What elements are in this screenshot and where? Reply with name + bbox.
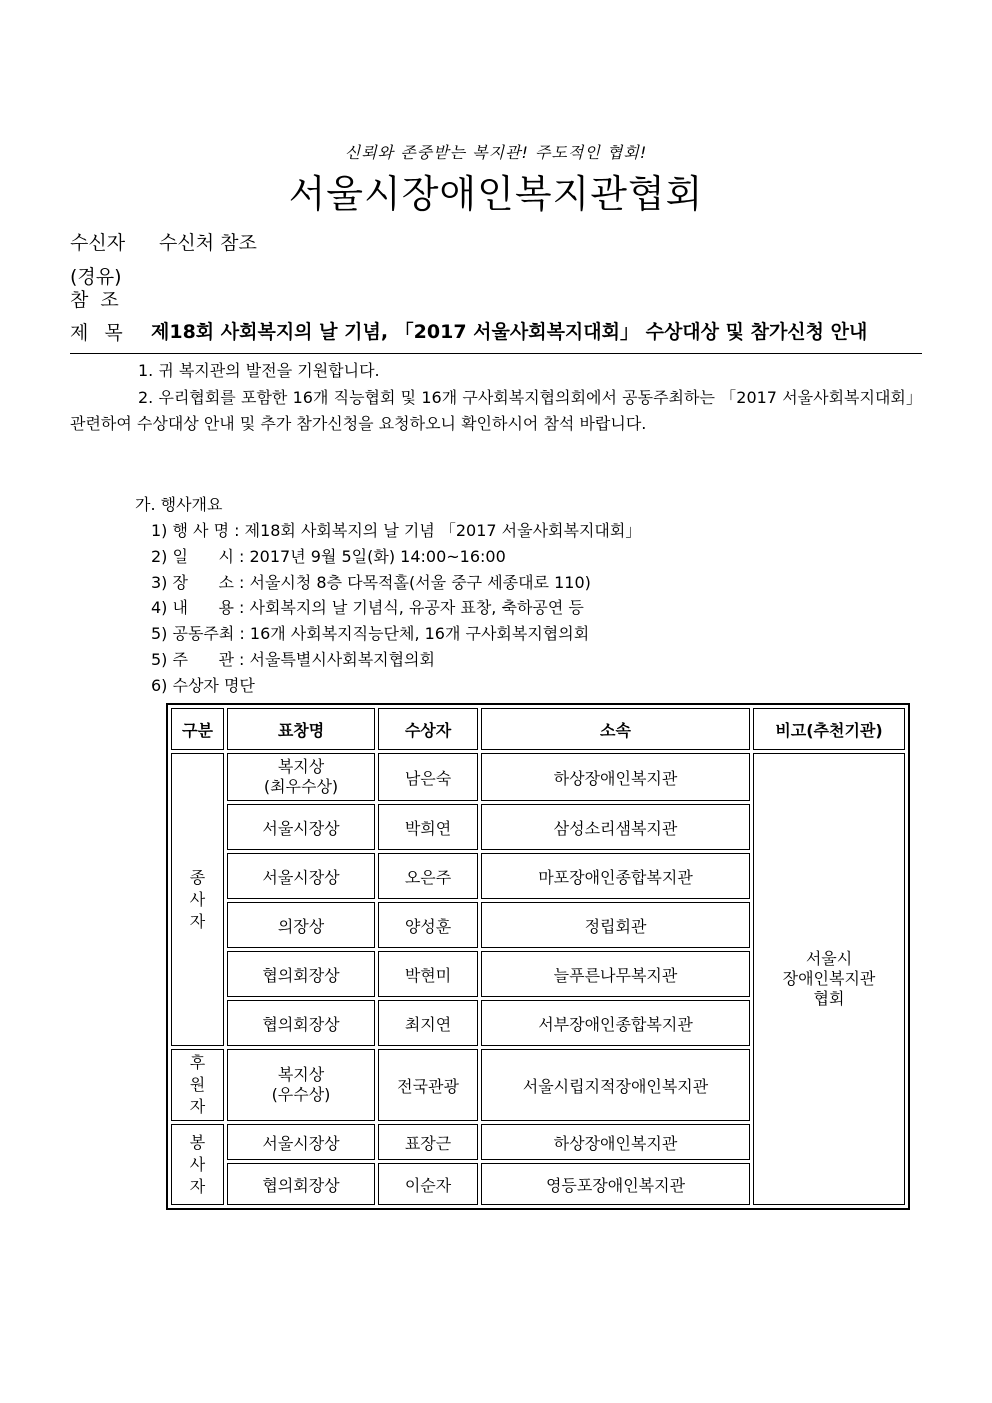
award-cell: 복지상 (최우수상) (227, 753, 375, 801)
recipient-cell: 박희연 (378, 804, 478, 850)
recipient-label: 수신자 (70, 232, 126, 254)
reference-label: 참 조 (70, 289, 119, 311)
slogan: 신뢰와 존중받는 복지관! 주도적인 협회! (344, 143, 648, 162)
column-header: 수상자 (378, 708, 478, 750)
affiliation-cell: 삼성소리샘복지관 (481, 804, 750, 850)
recipient-cell: 이순자 (378, 1163, 478, 1205)
table-row (171, 753, 905, 801)
group-cell-volunteer: 봉사자 (171, 1124, 224, 1205)
event-item: 2) 일 시 : 2017년 9월 5일(화) 14:00~16:00 (151, 547, 506, 566)
column-header: 비고(추천기관) (753, 708, 905, 750)
affiliation-cell: 정립회관 (481, 902, 750, 948)
group-cell-sponsor: 후원자 (171, 1049, 224, 1121)
award-cell: 서울시장상 (227, 804, 375, 850)
affiliation-cell: 하상장애인복지관 (481, 753, 750, 801)
event-item: 3) 장 소 : 서울시청 8층 다목적홀(서울 중구 세종대로 110) (151, 573, 591, 592)
organization-title: 서울시장애인복지관협회 (288, 172, 704, 216)
affiliation-cell: 마포장애인종합복지관 (481, 853, 750, 899)
event-item: 5) 주 관 : 서울특별시사회복지협의회 (151, 650, 435, 669)
award-cell: 복지상 (우수상) (227, 1049, 375, 1121)
note-cell: 서울시 장애인복지관 협회 (753, 753, 905, 1205)
recipient-cell: 남은숙 (378, 753, 478, 801)
recipient-cell: 표장근 (378, 1124, 478, 1160)
award-cell: 협의회장상 (227, 1163, 375, 1205)
section-title: 가. 행사개요 (135, 495, 223, 514)
award-cell: 서울시장상 (227, 1124, 375, 1160)
event-item: 6) 수상자 명단 (151, 676, 255, 695)
event-item: 5) 공동주최 : 16개 사회복지직능단체, 16개 구사회복지협의회 (151, 624, 590, 643)
recipient-cell: 양성훈 (378, 902, 478, 948)
event-item: 1) 행 사 명 : 제18회 사회복지의 날 기념 「2017 서울사회복지대회」 (151, 521, 642, 540)
via-label: (경유) (70, 266, 122, 288)
recipient-cell: 최지연 (378, 1000, 478, 1046)
affiliation-cell: 영등포장애인복지관 (481, 1163, 750, 1205)
award-cell: 협의회장상 (227, 951, 375, 997)
column-header: 구분 (171, 708, 224, 750)
paragraph-1: 1. 귀 복지관의 발전을 기원합니다. (138, 361, 380, 380)
column-header: 표창명 (227, 708, 375, 750)
group-cell-staff: 종사자 (171, 753, 224, 1046)
award-cell: 의장상 (227, 902, 375, 948)
paragraph-2: 2. 우리협회를 포함한 16개 직능협회 및 16개 구사회복지협의회에서 공동주최하는 「2017 서울사회복지대회」 관련하여 수상대상 안내 및 추가 참가신청을 요청하오니 확인하시어 참석 바랍니다. (70, 388, 922, 433)
recipient-cell: 박현미 (378, 951, 478, 997)
award-cell: 협의회장상 (227, 1000, 375, 1046)
event-item: 4) 내 용 : 사회복지의 날 기념식, 유공자 표창, 축하공연 등 (151, 598, 584, 617)
recipient-value: 수신처 참조 (159, 232, 257, 254)
subject-text: 제18회 사회복지의 날 기념, 「2017 서울사회복지대회」 수상대상 및 참가신청 안내 (151, 321, 868, 343)
affiliation-cell: 서부장애인종합복지관 (481, 1000, 750, 1046)
affiliation-cell: 늘푸른나무복지관 (481, 951, 750, 997)
affiliation-cell: 하상장애인복지관 (481, 1124, 750, 1160)
recipient-cell: 오은주 (378, 853, 478, 899)
award-cell: 서울시장상 (227, 853, 375, 899)
subject-label: 제 목 (70, 322, 123, 344)
table-header-row (171, 708, 905, 750)
column-header: 소속 (481, 708, 750, 750)
awards-table (166, 703, 910, 1210)
recipient-cell: 전국관광 (378, 1049, 478, 1121)
affiliation-cell: 서울시립지적장애인복지관 (481, 1049, 750, 1121)
header-divider (70, 353, 922, 354)
